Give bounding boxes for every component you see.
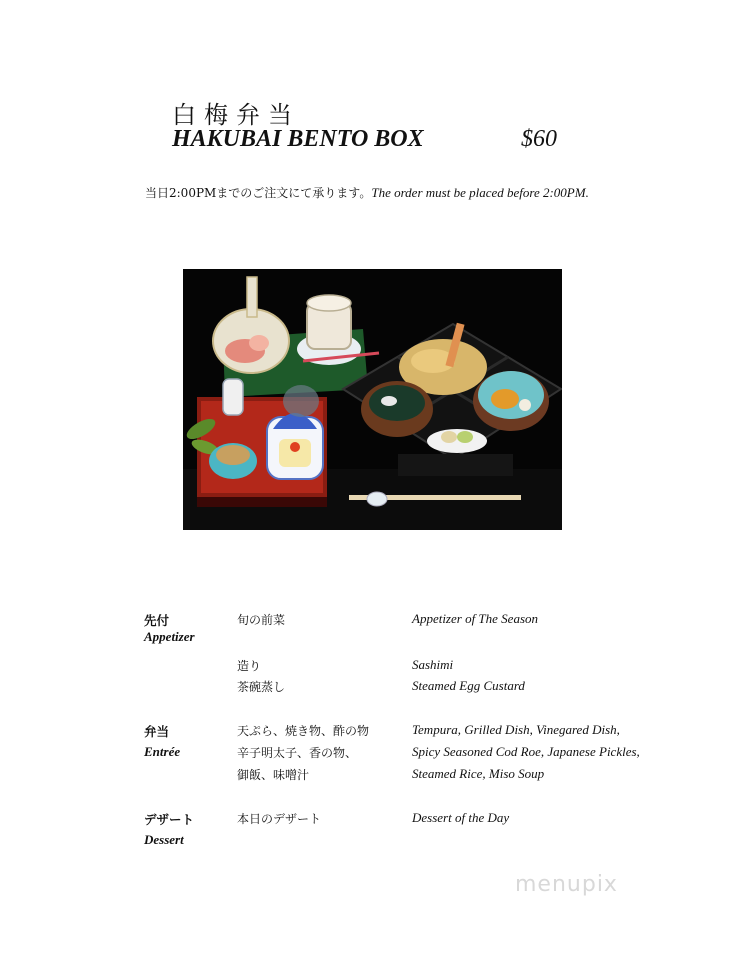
item-english: Spicy Seasoned Cod Roe, Japanese Pickles, <box>412 744 640 759</box>
item-japanese: 茶碗蒸し <box>237 680 286 694</box>
item-english: Tempura, Grilled Dish, Vinegared Dish, <box>412 722 620 737</box>
item-japanese: 造り <box>237 659 262 673</box>
price: $60 <box>521 126 557 152</box>
item-english: Appetizer of The Season <box>412 611 539 626</box>
order-note-english: The order must be placed before 2:00PM. <box>371 185 589 200</box>
item-japanese: 御飯、味噌汁 <box>237 768 310 782</box>
item-english: Steamed Egg Custard <box>412 678 525 693</box>
item-english: Dessert of the Day <box>412 810 510 825</box>
item-japanese: 辛子明太子、香の物、 <box>237 746 358 760</box>
order-note-japanese: 当日2:00PMまでのご注文にて承ります。 <box>145 186 372 200</box>
category-english: Appetizer <box>144 629 195 644</box>
category-english: Entrée <box>144 744 181 759</box>
category-japanese: デザート <box>144 812 195 827</box>
item-english: Steamed Rice, Miso Soup <box>412 766 545 781</box>
page-title-japanese: 白梅弁当 <box>172 101 300 129</box>
page-title: HAKUBAI BENTO BOX <box>172 126 424 152</box>
item-japanese: 本日のデザート <box>237 812 322 826</box>
item-english: Sashimi <box>412 657 454 672</box>
category-japanese: 弁当 <box>144 724 170 739</box>
item-japanese: 旬の前菜 <box>237 613 286 627</box>
item-japanese: 天ぷら、焼き物、酢の物 <box>237 724 370 738</box>
category-english: Dessert <box>144 832 184 847</box>
watermark: menupix <box>515 872 618 897</box>
category-japanese: 先付 <box>144 613 170 628</box>
